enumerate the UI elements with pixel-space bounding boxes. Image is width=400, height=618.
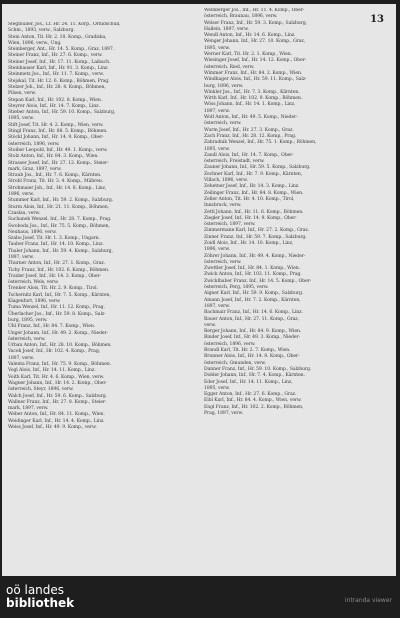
register-line: Zehetner Josef, Inf., Hr. 14. 3. Komp., Linz. bbox=[204, 184, 300, 190]
register-line: Zach Franz, Inf., Hr. 28. 12. Komp., Prag. bbox=[204, 133, 297, 139]
register-line: Prag, 1897, verw. bbox=[204, 411, 244, 416]
register-line: Walch Josef, Inf., Hr. 59. 6. Komp., Salzburg. bbox=[8, 393, 108, 399]
register-line: Weidinger Karl, Inf., Hr. 14. 4. Komp., Linz. bbox=[8, 418, 105, 424]
register-line: Tichy Franz, Inf., Hr. 102. 6. Komp., Böhmen. bbox=[8, 267, 110, 273]
register-line: Stummer Karl, Inf., Hr. 59. 2. Komp., Salzburg. bbox=[8, 198, 114, 204]
register-line: Stein Anton, Tit. Hr. 2. 10. Komp., Gradiska, bbox=[8, 34, 107, 40]
register-line: Wagner Johann, Inf., Hr. 14. 2. Komp., Ober- bbox=[8, 380, 107, 386]
register-line: mark, Graz, 1897, verw. bbox=[8, 166, 62, 172]
register-line: Straub Jos., Inf., Hr. 7. 6. Komp., Kärnten. bbox=[8, 173, 102, 179]
register-line: Traxler Josef, Inf., Hr. 14. 3. Komp., Ober- bbox=[8, 273, 102, 279]
register-line: Hallein, 1897, verw. bbox=[204, 26, 249, 32]
logo-text-line2: bibliothek bbox=[6, 596, 75, 610]
register-line: Steinberger, Ant., Hr. 14. 5. Komp., Graz, 1897. bbox=[8, 47, 115, 53]
register-line: Zwettler Josef, Inf., Hr. 84. 1. Komp., Wien. bbox=[204, 266, 300, 272]
register-line: Innsbruck, verw. bbox=[204, 203, 242, 209]
register-line: verw. bbox=[204, 322, 216, 328]
register-line: österreich, Steyr, 1896, verw. bbox=[8, 387, 74, 393]
register-line: österreich, Gmunden, verw. bbox=[204, 360, 266, 366]
register-line: Weber Anton, Inf., Hr. 84. 11. Komp., Wien. bbox=[8, 412, 105, 418]
register-line: Strobl Franz, Tit. Hr. 3. 4. Komp., Mähren. bbox=[8, 179, 104, 185]
register-line: Vogl Alois, Inf., Hr. 14. 11. Komp., Linz. bbox=[8, 368, 96, 374]
register-line: 1897, verw. bbox=[204, 303, 230, 309]
register-line: Sturm Alois, Inf., Hr. 21. 11. Komp., Böhmen, bbox=[8, 204, 109, 210]
register-line: Wiesinger Josef, Inf., Hr. 14. 12. Komp., Ober- bbox=[204, 58, 307, 64]
register-line: Voith Karl, Tit. Hr. 4. 6. Komp., Wien, verw. bbox=[8, 374, 105, 380]
register-line: österreich, 1896, verw. bbox=[204, 341, 256, 347]
register-line: Zimmermann Karl, Inf., Hr. 27. 2. Komp., Graz. bbox=[204, 228, 310, 234]
register-line: Neuhaus, 1896, verw. bbox=[8, 229, 57, 235]
register-line: Überlacher Jos., Inf., Hr. 59. 8. Komp., Salz- bbox=[8, 311, 106, 317]
register-line: Binder Josef, Inf., Hr. 49. 3. Komp., Nieder- bbox=[204, 335, 301, 341]
register-line: Zoidl Alois, Inf., Hr. 14. 10. Komp., Linz, bbox=[204, 240, 294, 246]
register-line: Bauer Anton, Inf., Hr. 27. 11. Komp., Graz, bbox=[204, 316, 299, 322]
register-line: Wallner Franz, Inf., Hr. 27. 8. Komp., Steier- bbox=[8, 399, 107, 405]
register-line: Winkler Jos., Inf., Hr. 7. 3. Komp., Kärnten. bbox=[204, 89, 300, 95]
register-line: österreich, Ried, verw. bbox=[204, 64, 255, 70]
register-line: Steinmetz Jos., Inf., Hr. 11. 7. Komp., verw. bbox=[8, 72, 104, 78]
register-line: Wendl Anton, Inf., Hr. 14. 6. Komp., Linz. bbox=[204, 33, 296, 39]
register-line: Dobler Johann, Inf., Hr. 7. 4. Komp., Kärnten. bbox=[204, 373, 305, 379]
register-line: Szabo Josef, Tit. Hr. 1. 3. Komp., Ungarn. bbox=[8, 236, 100, 242]
register-line: Steiner Josef, Inf., Hr. 17. 11. Komp., Laibach. bbox=[8, 59, 111, 65]
register-line: Brunner Alois, Inf., Hr. 14. 8. Komp., Ober- bbox=[204, 354, 300, 360]
register-line: Steinhauser Karl, Inf., Hr. 91. 3. Komp., Linz. bbox=[8, 66, 109, 72]
register-line: Egger Anton, Inf., Hr. 27. 6. Komp., Graz. bbox=[204, 392, 297, 398]
register-line: österreich, Perg, 1895, verw. bbox=[204, 285, 269, 291]
register-line: Stingl Franz, Inf., Hr. 88. 5. Komp., Böhmen. bbox=[8, 129, 108, 135]
register-line: Tuma Wenzel, Inf., Hr. 11. 12. Komp., Prag. bbox=[8, 305, 105, 311]
library-logo[interactable] bbox=[6, 583, 98, 613]
register-line: Wöss Johann, Inf., Hr. 14. 1. Komp., Linz, bbox=[204, 102, 296, 108]
register-line: Eder Josef, Inf., Hr. 14. 11. Komp., Linz, bbox=[204, 379, 293, 385]
register-line: Stoiber Leopold, Inf., Hr. 49. 1. Komp., verw. bbox=[8, 147, 108, 153]
register-line: Pilsen, verw. bbox=[8, 91, 37, 97]
register-line: Stolz Anton, Inf., Hr. 84. 3. Komp., Wien. bbox=[8, 154, 99, 160]
right-column bbox=[204, 8, 390, 574]
register-line: Vacek Josef, Inf., Hr. 102. 4. Komp., Prag, bbox=[8, 349, 101, 355]
scanned-page bbox=[2, 4, 396, 576]
register-line: 1895, verw. bbox=[204, 45, 230, 51]
register-line: österreich, 1896, verw. bbox=[8, 141, 60, 147]
register-line: Windhager Alois, Inf., Hr. 59. 11. Komp., Salz- bbox=[204, 77, 307, 83]
left-column bbox=[8, 22, 194, 570]
register-line: Stieber Anton, Inf., Hr. 59. 10. Komp., Salzburg, bbox=[8, 110, 116, 116]
register-line: Wurm Josef, Inf., Hr. 27. 3. Komp., Graz. bbox=[204, 127, 294, 133]
register-line: Amann Josef, Inf., Hr. 7. 2. Komp., Kärnten, bbox=[204, 297, 301, 303]
register-line: Eibl Karl, Inf., Hr. 84. 4. Komp., Wien, verw. bbox=[204, 398, 302, 404]
register-line: Stejskal, Tit. Hr. 12. 6. Komp., Böhmen, Prag. bbox=[8, 78, 110, 84]
register-line: Strohmaier Joh., Inf., Hr. 14. 8. Komp., Linz, bbox=[8, 185, 107, 191]
register-line: Stepan Karl, Inf., Hr. 102. 8. Komp., Wien. bbox=[8, 97, 103, 103]
register-line: Zettl Johann, Inf., Hr. 11. 6. Komp., Böhmen. bbox=[204, 209, 304, 215]
register-line: Stelzer Joh., Inf., Hr. 28. 4. Komp., Böhmen, bbox=[8, 84, 106, 90]
register-line: Weiss Josef, Inf., Hr. 49. 9. Komp., verw. bbox=[8, 425, 97, 430]
register-line: Aigner Karl, Inf., Hr. 59. 9. Komp., Salzburg. bbox=[204, 291, 304, 297]
register-line: österreich, verw. bbox=[8, 336, 46, 342]
register-line: Trenker Alois, Tit. Hr. 2. 9. Komp., Tirol. bbox=[8, 286, 98, 292]
register-line: Zeilinger Franz, Inf., Hr. 84. 8. Komp., Wien. bbox=[204, 190, 304, 196]
register-line: österreich, Wels, verw. bbox=[8, 280, 59, 286]
viewer-label: intranda viewer bbox=[344, 597, 392, 604]
register-line: Berger Johann, Inf., Hr. 84. 9. Komp., Wien. bbox=[204, 329, 302, 335]
register-line: Zandl Alois, Inf., Hr. 14. 7. Komp., Ober- bbox=[204, 152, 294, 158]
register-line: Weinberger Jos., Inf., Hr. 11. 4. Komp., Ober- bbox=[204, 8, 305, 13]
register-line: 1897, verw. bbox=[8, 254, 34, 260]
register-line: 1896, verw. bbox=[8, 192, 34, 198]
register-line: Bachmair Franz, Inf., Hr. 14. 6. Komp., Linz. bbox=[204, 310, 303, 316]
register-line: Zwick Anton, Inf., Hr. 102. 11. Komp., Prag. bbox=[204, 272, 302, 278]
register-line: österreich, verw. bbox=[204, 259, 242, 265]
register-line: burg, 1896, verw. bbox=[204, 83, 244, 89]
register-line: österreich, Braunau, 1896, verw. bbox=[204, 14, 278, 20]
register-line: Danner Franz, Inf., Hr. 59. 10. Komp., Salzburg. bbox=[204, 366, 312, 372]
register-line: Zahradnik Wenzel, Inf., Hr. 75. 1. Komp., Böhmen, bbox=[204, 140, 317, 146]
viewer-footer bbox=[0, 576, 400, 618]
register-line: Villach, 1896, verw. bbox=[204, 178, 248, 184]
register-line: Zeller Anton, Tit. Hr. 4. 10. Komp., Tirol, bbox=[204, 196, 295, 202]
register-line: Wenger Johann, Inf., Hr. 27. 10. Komp., Graz, bbox=[204, 39, 306, 45]
register-line: Wien, 1896, verw., Ung. bbox=[8, 40, 62, 46]
register-line: Stegmüller, Jos., Lt. Hr. 24. 11. Korp., Orhidschull, bbox=[8, 22, 121, 27]
register-line: Thaler Johann, Inf., Hr. 59. 4. Komp., Salzburg, bbox=[8, 248, 113, 254]
register-line: 1895, verw. bbox=[204, 146, 230, 152]
register-line: 1895, verw. bbox=[204, 385, 230, 391]
register-line: Tauber Franz, Inf., Hr. 14. 10. Komp., Linz. bbox=[8, 242, 104, 248]
register-line: Wimmer Franz, Inf., Hr. 84. 2. Komp., Wien. bbox=[204, 70, 303, 76]
register-line: Suchanek Wenzel, Inf., Hr. 28. 7. Komp., Prag. bbox=[8, 217, 112, 223]
register-line: Steyrer Alois, Inf., Hr. 14. 7. Komp., Linz. bbox=[8, 103, 100, 109]
register-line: Thurner Anton, Inf., Hr. 27. 1. Komp., Graz. bbox=[8, 261, 106, 267]
register-line: Wirth Karl, Inf., Hr. 102. 9. Komp., Böhmen. bbox=[204, 96, 303, 102]
register-line: Zauner Johann, Inf., Hr. 59. 5. Komp., Salzburg. bbox=[204, 165, 311, 171]
register-line: 1897, verw. bbox=[204, 108, 230, 114]
register-line: Tschernitz Karl, Inf., Hr. 7. 5. Komp., Kärnten, bbox=[8, 292, 111, 298]
register-line: Klagenfurt, 1896, verw. bbox=[8, 299, 61, 305]
register-line: 1897, verw. bbox=[8, 355, 34, 361]
register-line: Czaslau, verw. bbox=[8, 210, 41, 216]
register-line: österreich, Freistadt, verw. bbox=[204, 159, 265, 165]
logo-text-line1: oö landes bbox=[6, 583, 65, 597]
register-line: Unger Johann, Inf., Hr. 49. 2. Komp., Nieder- bbox=[8, 330, 109, 336]
register-line: 1896, verw. bbox=[204, 247, 230, 253]
register-line: mark, 1897, verw. bbox=[8, 406, 49, 412]
register-line: Ziegler Josef, Inf., Hr. 14. 9. Komp., Ober- bbox=[204, 215, 297, 221]
register-line: Stift Josef, Tit. Hr. 4. 2. Komp., Wien, verw. bbox=[8, 122, 104, 128]
register-line: Zinner Franz, Inf., Hr. 59. 7. Komp., Salzburg. bbox=[204, 234, 307, 240]
register-line: österreich, 1897, verw. bbox=[204, 222, 256, 228]
register-line: Wolf Anton, Inf., Hr. 49. 5. Komp., Nieder- bbox=[204, 115, 298, 121]
register-line: Zechner Karl, Inf., Hr. 7. 9. Komp., Kärnten, bbox=[204, 171, 303, 177]
register-line: österreich, verw. bbox=[204, 121, 242, 127]
register-line: Brandl Karl, Tit. Hr. 2. 7. Komp., Wien. bbox=[204, 348, 291, 354]
register-line: Uhl Franz, Inf., Hr. 84. 7. Komp., Wien. bbox=[8, 324, 96, 330]
register-line: Urban Anton, Inf., Hr. 28. 10. Komp., Böhmen. bbox=[8, 343, 112, 349]
register-line: 1895, verw. bbox=[8, 116, 34, 122]
register-line: Valenta Franz, Inf., Hr. 75. 9. Komp., Böhmen. bbox=[8, 362, 111, 368]
register-line: Zwicklhuber Franz, Inf., Hr. 14. 5. Komp., Ober- bbox=[204, 278, 312, 284]
register-line: Werner Karl, Tit. Hr. 2. 1. Komp., Wien. bbox=[204, 52, 292, 58]
register-line: Schm., 1893, verw., Salzburg. bbox=[8, 28, 75, 34]
register-line: Welser Franz, Inf., Hr. 59. 3. Komp., Salzburg, bbox=[204, 20, 307, 26]
register-line: Engl Franz, Inf., Hr. 102. 2. Komp., Böhmen, bbox=[204, 404, 304, 410]
page-number: 13 bbox=[370, 14, 384, 25]
register-line: Stöckl Johann, Inf., Hr. 14. 9. Komp., Ober- bbox=[8, 135, 104, 141]
register-line: burg, 1895, verw. bbox=[8, 317, 48, 323]
register-line: Zöhrer Johann, Inf., Hr. 49. 4. Komp., Nieder- bbox=[204, 253, 306, 259]
register-line: Swoboda Jos., Inf., Hr. 75. 5. Komp., Böhmen, bbox=[8, 223, 110, 229]
register-line: Steiner Franz, Inf., Hr. 27. 6. Komp., verw. bbox=[8, 53, 103, 59]
register-line: Strasser Josef, Inf., Hr. 27. 12. Komp., Steier- bbox=[8, 160, 109, 166]
